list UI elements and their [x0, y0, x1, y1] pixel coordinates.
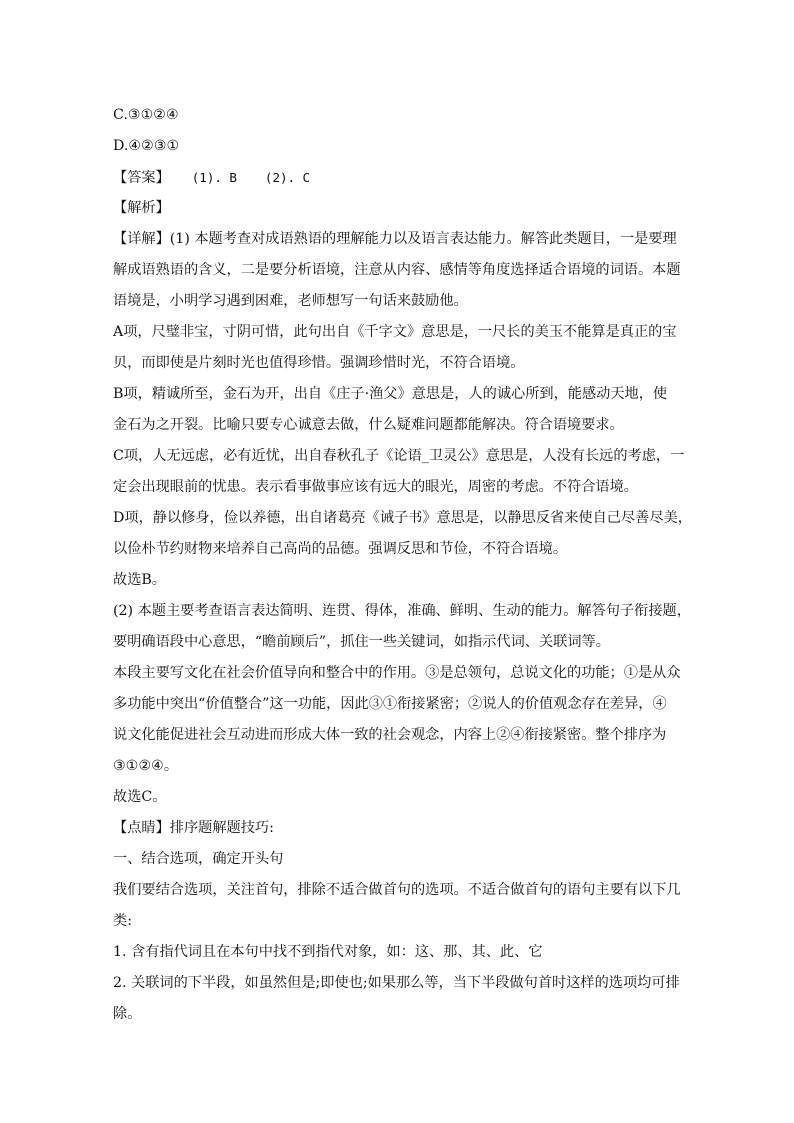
item-b-line-1: B项，精诚所至，金石为开，出自《庄子·渔父》意思是，人的诚心所到，能感动天地，使 — [113, 386, 668, 402]
document-content — [113, 100, 692, 1030]
method-heading: 一、结合选项，确定开头句 — [113, 851, 284, 867]
option-c: C.③①②④ — [113, 107, 179, 123]
detail-line-3: 语境是，小明学习遇到困难，老师想写一句话来鼓励他。 — [113, 293, 468, 309]
part2-line-1: (2) 本题主要考查语言表达简明、连贯、得体，准确、鲜明、生动的能力。解答句子衔接题， — [113, 603, 691, 619]
tip-line — [113, 813, 688, 844]
part2-line-5: 说文化能促进社会互动进而形成大体一致的社会观念，内容上②④衔接紧密。整个排序为 — [113, 727, 667, 743]
method-rule-2-line-1: 2. 关联词的下半段，如虽然但是;即使也;如果那么等，当下半段做句首时这样的选项均可排 — [113, 975, 680, 991]
part2-line-4: 多功能中突出“价值整合”这一功能，因此③①衔接紧密；②说人的价值观念存在差异，④ — [113, 696, 667, 712]
answer-line — [113, 162, 688, 193]
item-c-line-1: C项，人无远虑，必有近忧，出自春秋孔子《论语_卫灵公》意思是，人没有长远的考虑，一 — [113, 448, 685, 464]
detail-text-1: (1) 本题考查对成语熟语的理解能力以及语言表达能力。解答此类题目，一是要理 — [169, 231, 677, 247]
detail-line-1 — [113, 224, 688, 255]
item-d-line-1: D项，静以修身，俭以养德，出自诸葛亮《诫子书》意思是，以静思反省来使自己尽善尽美， — [113, 510, 692, 526]
detail-line-2: 解成语熟语的含义，二是要分析语境，注意从内容、感情等角度选择适合语境的词语。本题 — [113, 262, 681, 278]
tip-text: 排序题解题技巧: — [169, 820, 274, 836]
answer-label: 【答案】 — [113, 170, 170, 186]
method-line-1: 我们要结合选项，关注首句，排除不适合做首句的选项。不适合做首句的语句主要有以下几 — [113, 882, 681, 898]
option-d: D.④②③① — [113, 138, 180, 154]
method-rule-2-line-2: 除。 — [113, 1006, 142, 1022]
detail-label: 【详解】 — [113, 231, 170, 247]
part2-line-6: ③①②④。 — [113, 758, 179, 774]
answer-part1: (1). B — [191, 170, 237, 185]
item-b-line-2: 金石为之开裂。比喻只要专心诚意去做，什么疑难问题都能解决。符合语境要求。 — [113, 417, 624, 433]
item-a-line-1: A项，尺璧非宝，寸阴可惜，此句出自《千字文》意思是，一尺长的美玉不能算是真正的宝 — [113, 324, 677, 340]
item-c-line-2: 定会出现眼前的忧患。表示看事做事应该有远大的眼光，周密的考虑。不符合语境。 — [113, 479, 638, 495]
tip-label: 【点睛】 — [113, 820, 170, 836]
analysis-label: 【解析】 — [113, 200, 170, 216]
part2-line-2: 要明确语段中心意思，“瞻前顾后”，抓住一些关键词，如指示代词、关联词等。 — [113, 634, 610, 650]
item-a-line-2: 贝，而即使是片刻时光也值得珍惜。强调珍惜时光，不符合语境。 — [113, 355, 525, 371]
conclusion-2: 故选C。 — [113, 789, 167, 805]
conclusion-1: 故选B。 — [113, 572, 166, 588]
method-rule-1: 1. 含有指代词且在本句中找不到指代对象，如：这、那、其、此、它 — [113, 944, 543, 960]
part2-line-3: 本段主要写文化在社会价值导向和整合中的作用。③是总领句，总说文化的功能；①是从众 — [113, 665, 681, 681]
item-d-line-2: 以俭朴节约财物来培养自己高尚的品德。强调反思和节俭，不符合语境。 — [113, 541, 568, 557]
answer-part2: (2). C — [264, 170, 311, 185]
method-line-2: 类: — [113, 913, 132, 929]
